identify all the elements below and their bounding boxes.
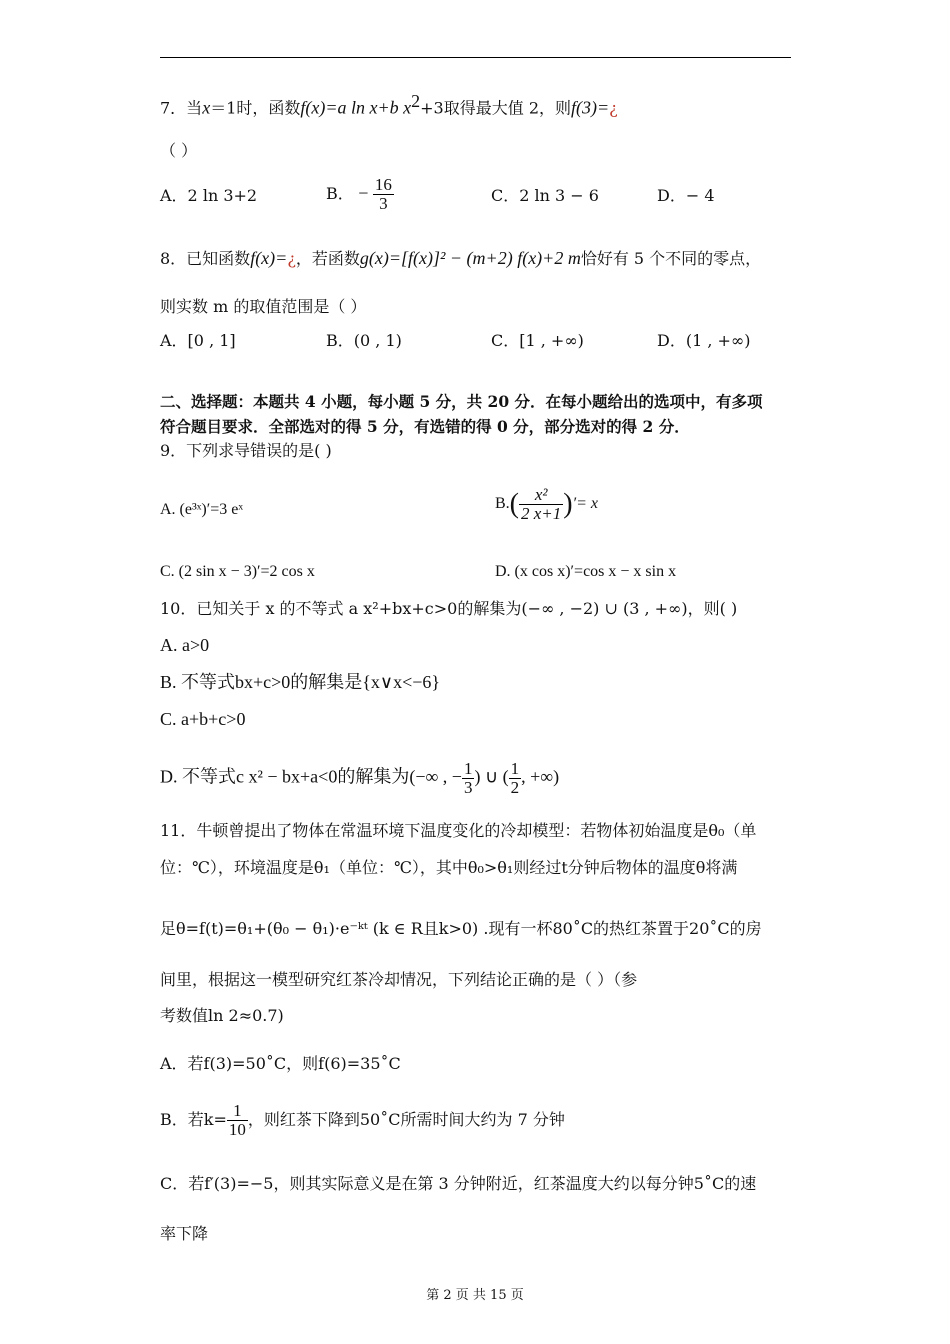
q11-option-c-line2: 率下降 <box>160 1224 209 1243</box>
q10-option-d: D. 不等式c x² − bx+a<0的解集为(−∞ , − $\frac{1}{3}$ ) ∪ ( $\frac{1}{2}$ , +∞) <box>160 759 560 797</box>
q9-stem: 9．下列求导错误的是( ) <box>160 441 332 460</box>
q8-option-c: C．[1 , +∞) <box>491 331 584 350</box>
q10-option-a: A. a>0 <box>160 635 210 655</box>
q7-blank: （ ） <box>160 141 198 160</box>
header-rule <box>160 57 791 58</box>
q8-stem-line2: 则实数 m 的取值范围是（ ） <box>160 297 367 316</box>
q7-option-a: A．2 ln 3+2 <box>160 186 258 205</box>
q8-option-a: A．[0 , 1] <box>160 331 236 350</box>
q9-option-d: D. (x cos x)′=cos x − x sin x <box>495 563 677 580</box>
q7-stem: 7．当x＝1时，函数f(x)=a ln x+b $x^2+3$取得最大值 2，则f(3)=¿ <box>160 91 618 118</box>
page-footer: 第 2 页 共 15 页 <box>426 1288 524 1303</box>
q11-stem-line2: 位：℃），环境温度是θ₁（单位：℃），其中θ₀>θ₁则经过t分钟后物体的温度θ将满 <box>160 858 738 877</box>
q9-option-a: A. (e³ˣ)′=3 eˣ <box>160 501 243 518</box>
q8-stem: 8．已知函数f(x)=¿，若函数g(x)=[f(x)]² − (m+2) f(x)+2 m恰好有 5 个不同的零点， <box>160 248 762 268</box>
q7-option-c: C．2 ln 3 − 6 <box>491 186 599 205</box>
q10-option-c: C. a+b+c>0 <box>160 709 246 729</box>
q7-option-d: D．− 4 <box>657 186 715 205</box>
q11-stem-line1: 11．牛顿曾提出了物体在常温环境下温度变化的冷却模型：若物体初始温度是θ₀（单 <box>160 821 757 840</box>
q10-option-b: B. 不等式bx+c>0的解集是{x∨x<−6} <box>160 672 441 692</box>
q8-option-d: D．(1 , +∞) <box>657 331 751 350</box>
section2-heading-line1: 二、选择题：本题共 4 小题，每小题 5 分，共 20 分．在每小题给出的选项中，有多项 <box>160 392 763 411</box>
q11-option-a: A．若f(3)=50˚C，则f(6)=35˚C <box>160 1054 401 1073</box>
q7-option-b: B． − $\frac{16}{3}$ <box>326 175 392 213</box>
q11-stem-line5: 考数值ln 2≈0.7) <box>160 1006 284 1025</box>
section2-heading-line2: 符合题目要求．全部选对的得 5 分，有选错的得 0 分，部分选对的得 2 分． <box>160 417 690 436</box>
q8-option-b: B．(0 , 1) <box>326 331 402 350</box>
q11-option-c-line1: C．若f′(3)=−5，则其实际意义是在第 3 分钟附近，红茶温度大约以每分钟5˚C的速 <box>160 1174 757 1193</box>
q11-stem-line3: 足θ=f(t)=θ₁+(θ₀ − θ₁)·e⁻ᵏᵗ (k ∈ R且k>0) .现有一杯80˚C的热红茶置于20˚C的房 <box>160 919 762 938</box>
q10-stem: 10．已知关于 x 的不等式 a x²+bx+c>0的解集为(−∞ , −2) ∪ (3 , +∞)，则( ) <box>160 599 738 618</box>
q9-option-b: B.( $\frac{\text{x²}}{2 x+1}$ )′= x <box>495 485 599 523</box>
q11-option-b: B．若k= $\frac{1}{10}$ ，则红茶下降到50˚C所需时间大约为 7 分钟 <box>160 1101 565 1139</box>
q9-option-c: C. (2 sin x − 3)′=2 cos x <box>160 563 315 580</box>
q11-stem-line4: 间里，根据这一模型研究红茶冷却情况，下列结论正确的是（ ）（参 <box>160 970 638 989</box>
